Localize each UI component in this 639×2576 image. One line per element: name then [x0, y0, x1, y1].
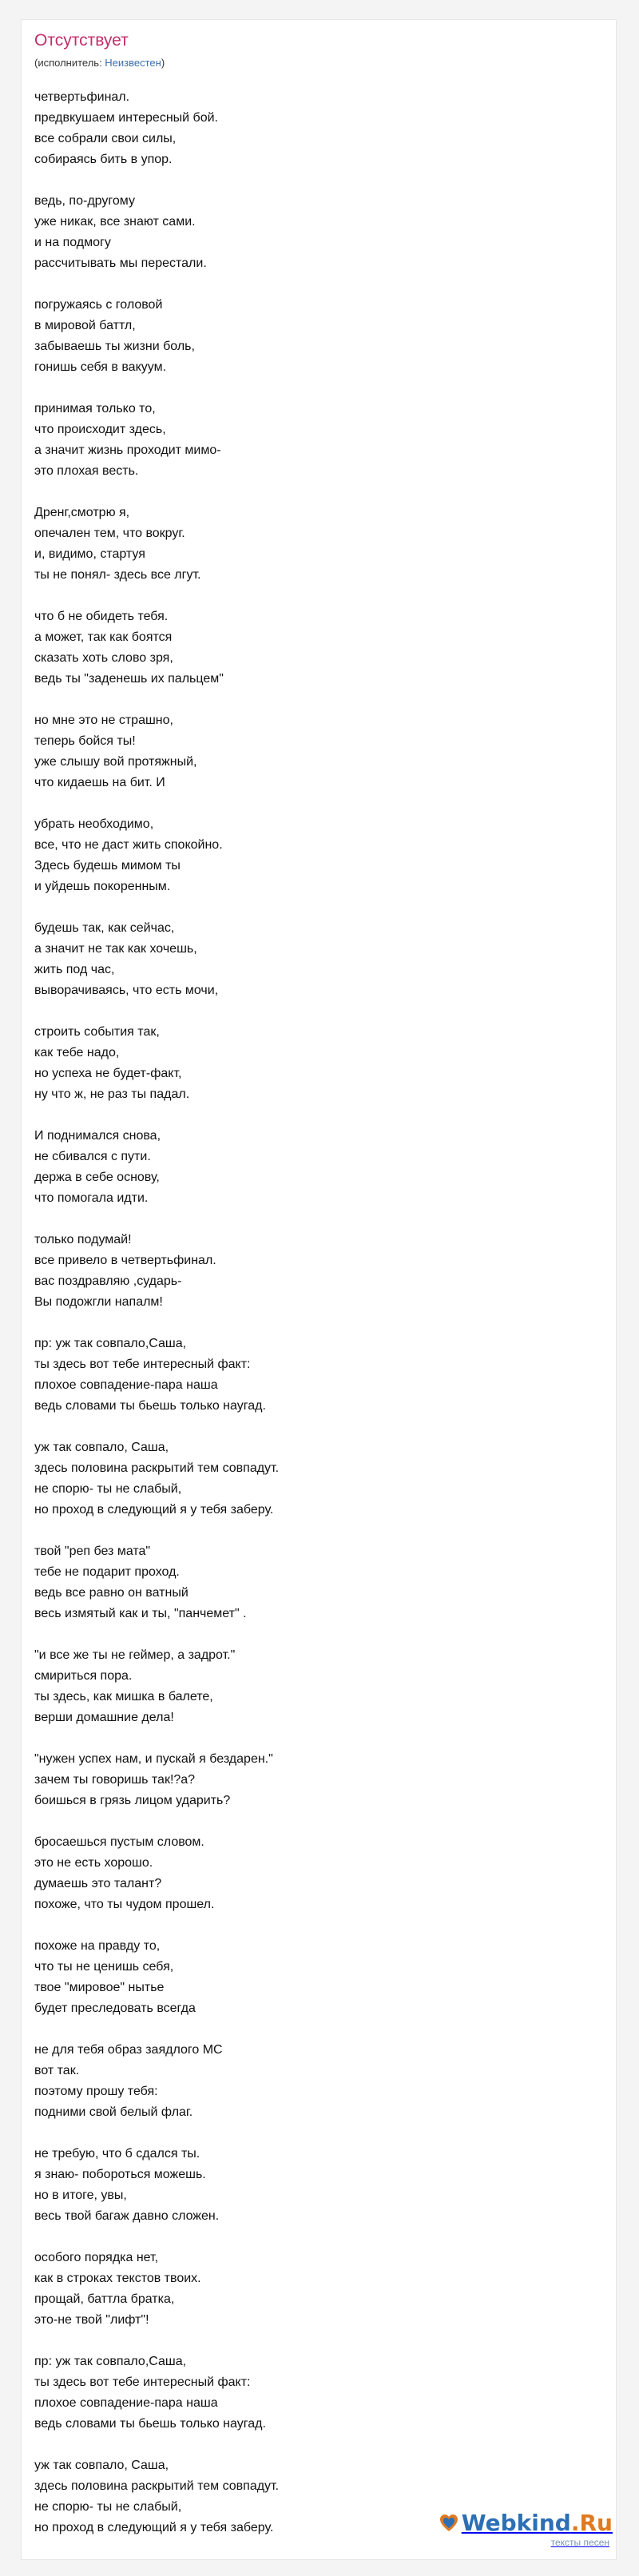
lyrics-line: ты не понял- здесь все лгут. — [34, 568, 201, 582]
lyrics-line: уже слышу вой протяжный, — [34, 755, 197, 769]
lyrics-line: как тебе надо, — [34, 1046, 120, 1059]
lyrics-line: ведь словами ты бьешь только наугад. — [34, 1399, 266, 1413]
lyrics-line: это не есть хорошо. — [34, 1856, 153, 1870]
lyrics-line: весь измятый как и ты, "панчемет" . — [34, 1607, 247, 1620]
lyrics-line: а может, так как боятся — [34, 630, 173, 644]
lyrics-stanza — [34, 1645, 601, 1728]
lyrics-line: твое "мировое" нытье — [34, 1981, 165, 1994]
lyrics-line: погружаясь с головой — [34, 298, 163, 312]
lyrics-line: "нужен успех нам, и пускай я бездарен." — [34, 1752, 273, 1766]
lyrics-line: поэтому прошу тебя: — [34, 2085, 158, 2098]
lyrics-line: собираясь бить в упор. — [34, 153, 173, 166]
lyrics-line: зачем ты говоришь так!?а? — [34, 1773, 196, 1787]
lyrics-line: но в итоге, увы, — [34, 2188, 127, 2202]
heart-icon — [439, 2513, 459, 2534]
lyrics-line: опечален тем, что вокруг. — [34, 527, 185, 540]
lyrics-line: верши домашние дела! — [34, 1711, 174, 1724]
lyrics-line: прощай, баттла братка, — [34, 2292, 175, 2306]
lyrics-stanza — [34, 1022, 601, 1105]
lyrics-line: особого порядка нет, — [34, 2251, 159, 2264]
lyrics-line: Здесь будешь мимом ты — [34, 859, 181, 873]
lyrics-line: четвертьфинал. — [34, 90, 130, 104]
lyrics-stanza — [34, 1936, 601, 2019]
lyrics-line: предвкушаем интересный бой. — [34, 111, 218, 125]
lyrics-line: держа в себе основу, — [34, 1171, 160, 1184]
lyrics-line: но проход в следующий я у тебя заберу. — [34, 1503, 274, 1517]
lyrics-line: пр: уж так совпало,Саша, — [34, 2355, 187, 2368]
lyrics-line: принимая только то, — [34, 402, 156, 415]
lyrics-line: уж так совпало, Саша, — [34, 1441, 169, 1454]
lyrics-line: что ты не ценишь себя, — [34, 1960, 174, 1974]
lyrics-line: жить под час, — [34, 963, 115, 976]
lyrics-line: не спорю- ты не слабый, — [34, 2500, 182, 2514]
lyrics-stanza — [34, 1541, 601, 1624]
lyrics-line: уж так совпало, Саша, — [34, 2459, 169, 2472]
lyrics-line: вот так. — [34, 2064, 80, 2077]
lyrics-line: убрать необходимо, — [34, 817, 154, 831]
lyrics-line: все, что не даст жить спокойно. — [34, 838, 223, 852]
lyrics-line: ты здесь вот тебе интересный факт: — [34, 1358, 251, 1371]
lyrics-line: не спорю- ты не слабый, — [34, 1482, 182, 1496]
lyrics-line: Дренг,смотрю я, — [34, 506, 130, 519]
lyrics-stanza — [34, 87, 601, 170]
lyrics-line: похоже, что ты чудом прошел. — [34, 1898, 215, 1911]
lyrics-line: и, видимо, стартуя — [34, 547, 145, 561]
lyrics-line: твой "реп без мата" — [34, 1544, 151, 1558]
lyrics-stanza — [34, 2351, 601, 2435]
logo-dot: . — [570, 2510, 580, 2536]
lyrics-line: что происходит здесь, — [34, 423, 166, 436]
logo-word: Webkind — [461, 2510, 571, 2536]
logo-wordmark — [437, 2510, 613, 2537]
lyrics-line: только подумай! — [34, 1233, 132, 1246]
lyrics-line: боишься в грязь лицом ударить? — [34, 1794, 231, 1807]
lyrics-line: все собрали свои силы, — [34, 132, 177, 145]
logo-tagline: тексты песен — [550, 2537, 609, 2548]
lyrics-line: сказать хоть слово зря, — [34, 651, 173, 665]
lyrics-line: рассчитывать мы перестали. — [34, 256, 207, 270]
lyrics-line: но проход в следующий я у тебя заберу. — [34, 2521, 274, 2534]
artist-suffix: ) — [161, 57, 165, 69]
lyrics-line: будет преследовать всегда — [34, 2002, 196, 2015]
lyrics-line: теперь бойся ты! — [34, 734, 136, 748]
song-title: Отсутствует — [34, 31, 129, 50]
lyrics-line: пр: уж так совпало,Саша, — [34, 1337, 187, 1350]
lyrics-line: здесь половина раскрытий тем совпадут. — [34, 1461, 280, 1475]
lyrics-line: не для тебя образ заядлого МС — [34, 2043, 223, 2057]
lyrics-body — [34, 87, 601, 2559]
lyrics-stanza — [34, 503, 601, 586]
lyrics-line: ведь все равно он ватный — [34, 1586, 189, 1600]
lyrics-line: и на подмогу — [34, 236, 111, 249]
logo-ru: Ru — [579, 2510, 613, 2536]
lyrics-line: не сбивался с пути. — [34, 1150, 151, 1163]
lyrics-line: Вы подожгли напалм! — [34, 1295, 163, 1309]
lyrics-line: будешь так, как сейчас, — [34, 921, 175, 935]
lyrics-card — [21, 19, 617, 2560]
lyrics-line: ты здесь, как мишка в балете, — [34, 1690, 213, 1703]
lyrics-stanza — [34, 918, 601, 1001]
site-logo[interactable] — [437, 2510, 613, 2554]
lyrics-line: вас поздравляю ,сударь- — [34, 1274, 182, 1288]
lyrics-line: думаешь это талант? — [34, 1877, 162, 1890]
lyrics-stanza — [34, 191, 601, 274]
lyrics-line: а значит жизнь проходит мимо- — [34, 443, 221, 457]
lyrics-stanza — [34, 2040, 601, 2123]
lyrics-line: но успеха не будет-факт, — [34, 1067, 182, 1080]
lyrics-line: что помогала идти. — [34, 1191, 149, 1205]
lyrics-line: это плохая весть. — [34, 464, 139, 478]
lyrics-line: но мне это не страшно, — [34, 714, 173, 727]
lyrics-line: подними свой белый флаг. — [34, 2105, 193, 2119]
lyrics-stanza — [34, 606, 601, 690]
lyrics-line: ведь, по-другому — [34, 194, 135, 208]
artist-link[interactable]: Неизвестен — [105, 57, 161, 69]
lyrics-stanza — [34, 1126, 601, 1209]
lyrics-stanza — [34, 1749, 601, 1811]
lyrics-line: а значит не так как хочешь, — [34, 942, 197, 956]
lyrics-stanza — [34, 814, 601, 897]
lyrics-line: уже никак, все знают сами. — [34, 215, 196, 229]
lyrics-line: гонишь себя в вакуум. — [34, 360, 167, 374]
lyrics-line: как в строках текстов твоих. — [34, 2272, 201, 2285]
lyrics-line: ну что ж, не раз ты падал. — [34, 1087, 190, 1101]
lyrics-stanza — [34, 1230, 601, 1313]
lyrics-line: забываешь ты жизни боль, — [34, 340, 195, 353]
lyrics-line: похоже на правду то, — [34, 1939, 161, 1953]
lyrics-line: не требую, что б сдался ты. — [34, 2147, 200, 2161]
lyrics-line: ты здесь вот тебе интересный факт: — [34, 2375, 251, 2389]
lyrics-stanza — [34, 710, 601, 793]
lyrics-line: я знаю- побороться можешь. — [34, 2168, 206, 2181]
lyrics-stanza — [34, 2248, 601, 2331]
lyrics-line: ведь словами ты бьешь только наугад. — [34, 2417, 266, 2431]
lyrics-line: что б не обидеть тебя. — [34, 610, 169, 623]
lyrics-line: здесь половина раскрытий тем совпадут. — [34, 2479, 280, 2493]
lyrics-line: ведь ты "заденешь их пальцем" — [34, 672, 224, 686]
lyrics-stanza — [34, 2144, 601, 2227]
lyrics-stanza — [34, 1437, 601, 1521]
lyrics-line: выворачиваясь, что есть мочи, — [34, 984, 219, 997]
lyrics-line: И поднимался снова, — [34, 1129, 161, 1143]
lyrics-line: это-не твой "лифт"! — [34, 2313, 149, 2327]
lyrics-line: строить события так, — [34, 1025, 160, 1039]
artist-prefix: (исполнитель: — [34, 57, 105, 69]
lyrics-line: все привело в четвертьфинал. — [34, 1254, 216, 1267]
lyrics-line: плохое совпадение-пара наша — [34, 2396, 218, 2410]
lyrics-stanza — [34, 399, 601, 482]
lyrics-line: смириться пора. — [34, 1669, 133, 1683]
lyrics-line: плохое совпадение-пара наша — [34, 1378, 218, 1392]
lyrics-stanza — [34, 295, 601, 378]
lyrics-line: что кидаешь на бит. И — [34, 776, 165, 789]
lyrics-line: весь твой багаж давно сложен. — [34, 2209, 220, 2223]
lyrics-line: "и все же ты не геймер, а задрот." — [34, 1648, 236, 1662]
lyrics-line: и уйдешь покоренным. — [34, 880, 171, 893]
lyrics-line: тебе не подарит проход. — [34, 1565, 180, 1579]
lyrics-stanza — [34, 1832, 601, 1915]
lyrics-line: бросаешься пустым словом. — [34, 1835, 204, 1849]
lyrics-line: в мировой баттл, — [34, 319, 136, 332]
artist-line — [34, 57, 165, 70]
lyrics-stanza — [34, 1334, 601, 1417]
